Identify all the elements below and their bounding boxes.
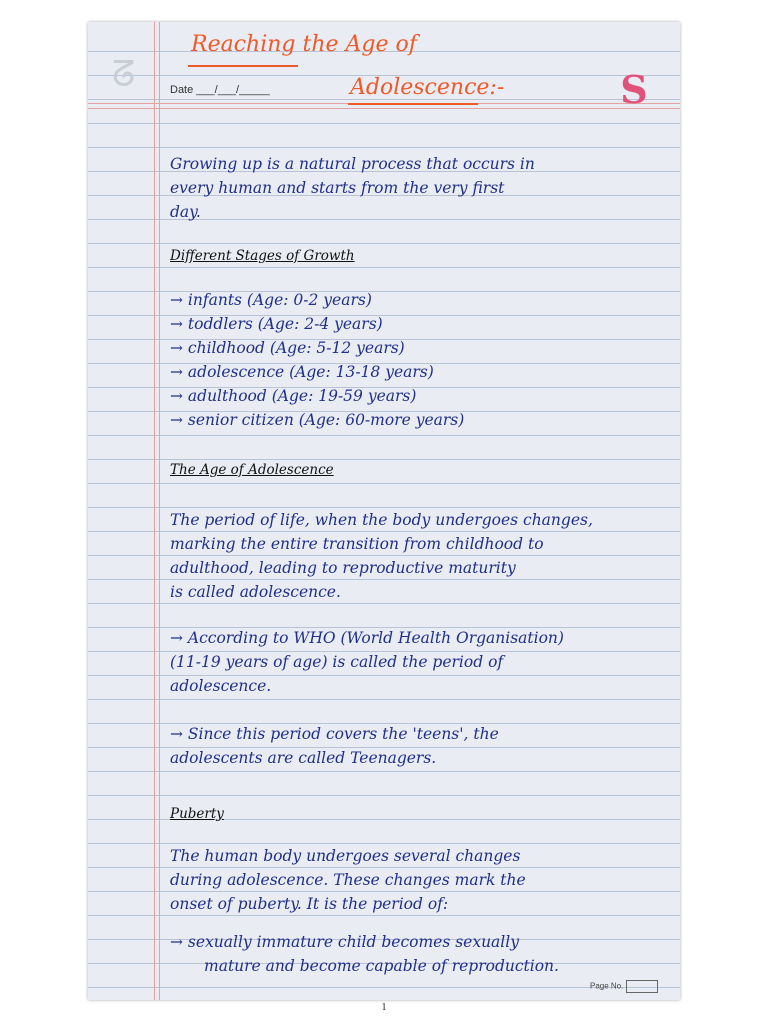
text-line: The period of life, when the body undergoes changes, <box>170 511 593 529</box>
list-item: → adulthood (Age: 19-59 years) <box>170 387 417 405</box>
text-line: adolescence. <box>170 677 272 695</box>
page-title-line2: Adolescence:- <box>350 75 505 100</box>
list-item: → infants (Age: 0-2 years) <box>170 291 372 309</box>
title-underline <box>188 65 298 67</box>
text-line: → Since this period covers the 'teens', the <box>170 725 499 743</box>
stages-list <box>170 288 672 432</box>
list-item: → toddlers (Age: 2-4 years) <box>170 315 383 333</box>
text-line: every human and starts from the very first <box>170 179 505 197</box>
text-line: adulthood, leading to reproductive maturity <box>170 559 516 577</box>
text-line: → According to WHO (World Health Organisation) <box>170 629 564 647</box>
page-number-label: Page No. <box>590 981 624 991</box>
text-line: mature and become capable of reproduction. <box>204 957 559 975</box>
intro-paragraph <box>170 152 672 224</box>
brand-logo-icon: S <box>620 67 648 112</box>
adolescence-para2 <box>170 626 672 698</box>
stages-section <box>170 244 672 268</box>
section-heading: Different Stages of Growth <box>170 248 355 264</box>
page-number-box <box>626 980 658 993</box>
notebook-page <box>88 22 680 1000</box>
date-label: Date ___/___/_____ <box>170 84 270 96</box>
text-line: (11-19 years of age) is called the period of <box>170 653 504 671</box>
section-heading: Puberty <box>170 806 224 822</box>
text-line: adolescents are called Teenagers. <box>170 749 437 767</box>
page-number-field <box>590 980 658 993</box>
puberty-para2 <box>170 930 672 978</box>
text-line: during adolescence. These changes mark the <box>170 871 526 889</box>
folio-number: 1 <box>381 1002 387 1013</box>
list-item: → childhood (Age: 5-12 years) <box>170 339 405 357</box>
header-rule <box>88 108 680 109</box>
adolescence-para3 <box>170 722 672 770</box>
list-item: → senior citizen (Age: 60-more years) <box>170 411 465 429</box>
section-heading: The Age of Adolescence <box>170 462 334 478</box>
adolescence-heading-block <box>170 458 672 482</box>
list-item: → adolescence (Age: 13-18 years) <box>170 363 434 381</box>
text-line: onset of puberty. It is the period of: <box>170 895 449 913</box>
adolescence-para1 <box>170 508 672 604</box>
text-line: day. <box>170 203 201 221</box>
watermark-logo-icon: ᘔ <box>112 54 136 95</box>
text-line: is called adolescence. <box>170 583 341 601</box>
puberty-heading-block <box>170 802 672 826</box>
text-line: → sexually immature child becomes sexually <box>170 933 519 951</box>
puberty-para1 <box>170 844 672 916</box>
page-title-line1: Reaching the Age of <box>191 32 417 57</box>
title-underline <box>348 103 478 105</box>
text-line: The human body undergoes several changes <box>170 847 521 865</box>
text-line: Growing up is a natural process that occurs in <box>170 155 535 173</box>
margin-line <box>159 22 160 1000</box>
margin-line <box>154 22 155 1000</box>
text-line: marking the entire transition from childhood to <box>170 535 544 553</box>
